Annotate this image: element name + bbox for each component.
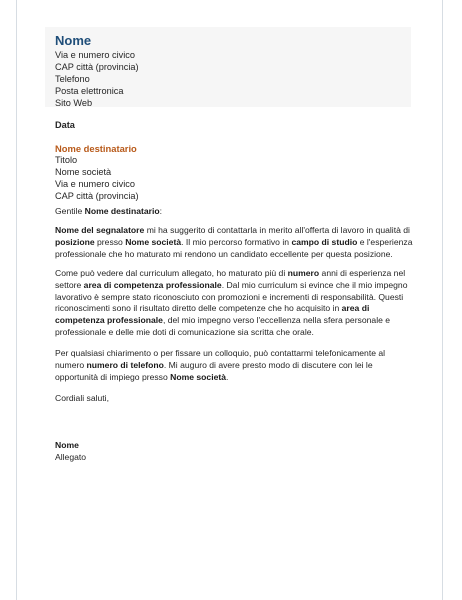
recipient-address — [55, 155, 139, 203]
p3-phone: numero di telefono — [86, 359, 164, 370]
letter-date: Data — [55, 120, 75, 130]
sender-address — [55, 50, 139, 110]
p1-field: campo di studio — [291, 236, 358, 247]
p3-company: Nome società — [170, 371, 227, 382]
p1-position: posizione — [55, 236, 95, 247]
greeting-suffix: : — [159, 206, 162, 216]
sender-website: Sito Web — [55, 97, 93, 108]
greeting — [55, 206, 415, 218]
p2-years: numero — [287, 268, 320, 278]
p3-text-1: Per qualsiasi chiarimento o per fissare un colloquio, può contattarmi telefonicamente al numero — [55, 348, 386, 370]
p2-area-1: area di competenza professionale — [83, 279, 222, 290]
recipient-name: Nome destinatario — [55, 143, 137, 154]
p1-referrer: Nome del segnalatore — [55, 225, 145, 235]
p2-text-4: , del mio impegno verso l'eccellenza nella sfera personale e professionale e delle mie doti di comunicazione sia scritta che orale. — [55, 315, 391, 337]
left-margin-rule — [16, 0, 17, 600]
p1-text-4: e l'esperienza professionale che ho maturato mi rendono un candidato eccellente per questa posizione. — [55, 236, 413, 259]
signature-name: Nome — [55, 440, 79, 450]
recipient-city: CAP città (provincia) — [55, 190, 139, 201]
p1-company: Nome società — [125, 236, 182, 247]
p1-text-3: . Il mio percorso formativo in — [181, 236, 292, 247]
sender-city: CAP città (provincia) — [55, 61, 139, 72]
p2-text-3: . Dal mio curriculum si evince che il mio impegno lavorativo è sempre stato riconosciuto con promozioni e incrementi di responsabilità. Questi riconoscimenti sono il risultato diretto delle competenze che ho acquisito in — [55, 279, 408, 314]
greeting-prefix: Gentile — [55, 206, 85, 216]
p2-text-2: anni di esperienza nel settore — [55, 268, 406, 290]
p1-text-1: mi ha suggerito di contattarla in merito all'offerta di lavoro in qualità di — [144, 225, 410, 235]
sender-name: Nome — [55, 33, 92, 48]
right-margin-rule — [442, 0, 443, 600]
closing: Cordiali saluti, — [55, 393, 109, 403]
sender-email: Posta elettronica — [55, 85, 124, 96]
sender-street: Via e numero civico — [55, 50, 136, 60]
recipient-company: Nome società — [55, 166, 112, 177]
recipient-title: Titolo — [55, 155, 78, 165]
p2-text-1: Come può vedere dal curriculum allegato, ho maturato più di — [55, 268, 288, 278]
recipient-street: Via e numero civico — [55, 178, 136, 189]
p3-text-3: . — [226, 371, 229, 382]
p1-text-2: presso — [94, 236, 126, 247]
greeting-name: Nome destinatario — [84, 206, 160, 216]
sender-phone: Telefono — [55, 73, 90, 84]
p2-area-2: area di competenza professionale — [55, 303, 370, 326]
p3-text-2: . Mi auguro di avere presto modo di discutere con lei le opportunità di impiego presso — [55, 359, 373, 382]
body-paragraph-2 — [55, 268, 415, 339]
body-paragraph-1 — [55, 225, 415, 260]
body-paragraph-3 — [55, 348, 415, 383]
enclosure-label: Allegato — [55, 452, 87, 462]
